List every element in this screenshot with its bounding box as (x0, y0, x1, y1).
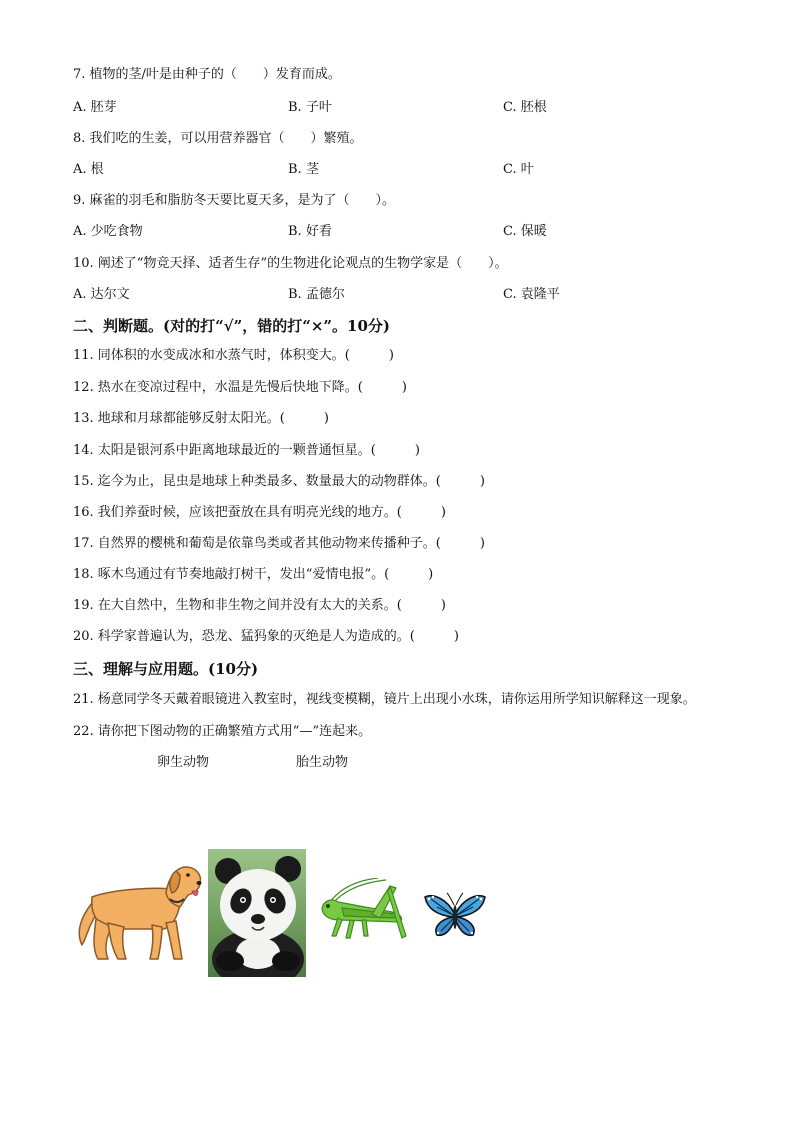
butterfly-icon (423, 891, 487, 939)
section-3-heading: 三、理解与应用题。(10分) (73, 660, 259, 678)
question-21: 21. 杨意同学冬天戴着眼镜进入教室时，视线变模糊，镜片上出现小水珠，请你运用所学知识解释这一现象。 (73, 692, 696, 707)
question-7-option-a: A. 胚芽 (73, 100, 117, 115)
oviparous-label: 卵生动物 (157, 755, 210, 770)
question-9-stem: 9. 麻雀的羽毛和脂肪冬天要比夏天多，是为了（ ）。 (73, 193, 396, 208)
question-8-stem: 8. 我们吃的生姜，可以用营养器官（ ）繁殖。 (73, 131, 363, 146)
question-10-option-c: C. 袁隆平 (503, 287, 560, 302)
question-10-option-b: B. 孟德尔 (288, 287, 345, 302)
grasshopper-icon (316, 878, 412, 940)
question-12: 12. 热水在变凉过程中，水温是先慢后快地下降。( ) (73, 380, 407, 395)
question-8-option-a: A. 根 (73, 162, 104, 177)
panda-icon (208, 849, 306, 977)
viviparous-label: 胎生动物 (296, 755, 349, 770)
question-9-option-b: B. 好看 (288, 224, 332, 239)
question-19: 19. 在大自然中，生物和非生物之间并没有太大的关系。( ) (73, 598, 446, 613)
question-22: 22. 请你把下图动物的正确繁殖方式用“—”连起来。 (73, 724, 372, 739)
question-17: 17. 自然界的樱桃和葡萄是依靠鸟类或者其他动物来传播种子。( ) (73, 536, 485, 551)
question-10-stem: 10. 阐述了“物竞天择、适者生存”的生物进化论观点的生物学家是（ ）。 (73, 256, 508, 271)
question-9-option-a: A. 少吃食物 (73, 224, 143, 239)
question-8-option-c: C. 叶 (503, 162, 534, 177)
question-20: 20. 科学家普遍认为，恐龙、猛犸象的灭绝是人为造成的。( ) (73, 629, 459, 644)
question-13: 13. 地球和月球都能够反射太阳光。( ) (73, 411, 329, 426)
question-18: 18. 啄木鸟通过有节奏地敲打树干，发出“爱情电报”。( ) (73, 567, 434, 582)
question-11: 11. 同体积的水变成冰和水蒸气时，体积变大。( ) (73, 348, 394, 363)
question-7-option-c: C. 胚根 (503, 100, 547, 115)
dog-icon (74, 863, 202, 965)
question-7-stem: 7. 植物的茎/叶是由种子的（ ）发育而成。 (73, 67, 341, 82)
question-15: 15. 迄今为止，昆虫是地球上种类最多、数量最大的动物群体。( ) (73, 474, 485, 489)
question-8-option-b: B. 茎 (288, 162, 319, 177)
question-14: 14. 太阳是银河系中距离地球最近的一颗普通恒星。( ) (73, 443, 420, 458)
section-2-heading: 二、判断题。(对的打“√”，错的打“×”。10分) (73, 317, 391, 335)
question-7-option-b: B. 子叶 (288, 100, 332, 115)
question-9-option-c: C. 保暖 (503, 224, 547, 239)
question-10-option-a: A. 达尔文 (73, 287, 130, 302)
question-16: 16. 我们养蚕时候，应该把蚕放在具有明亮光线的地方。( ) (73, 505, 446, 520)
